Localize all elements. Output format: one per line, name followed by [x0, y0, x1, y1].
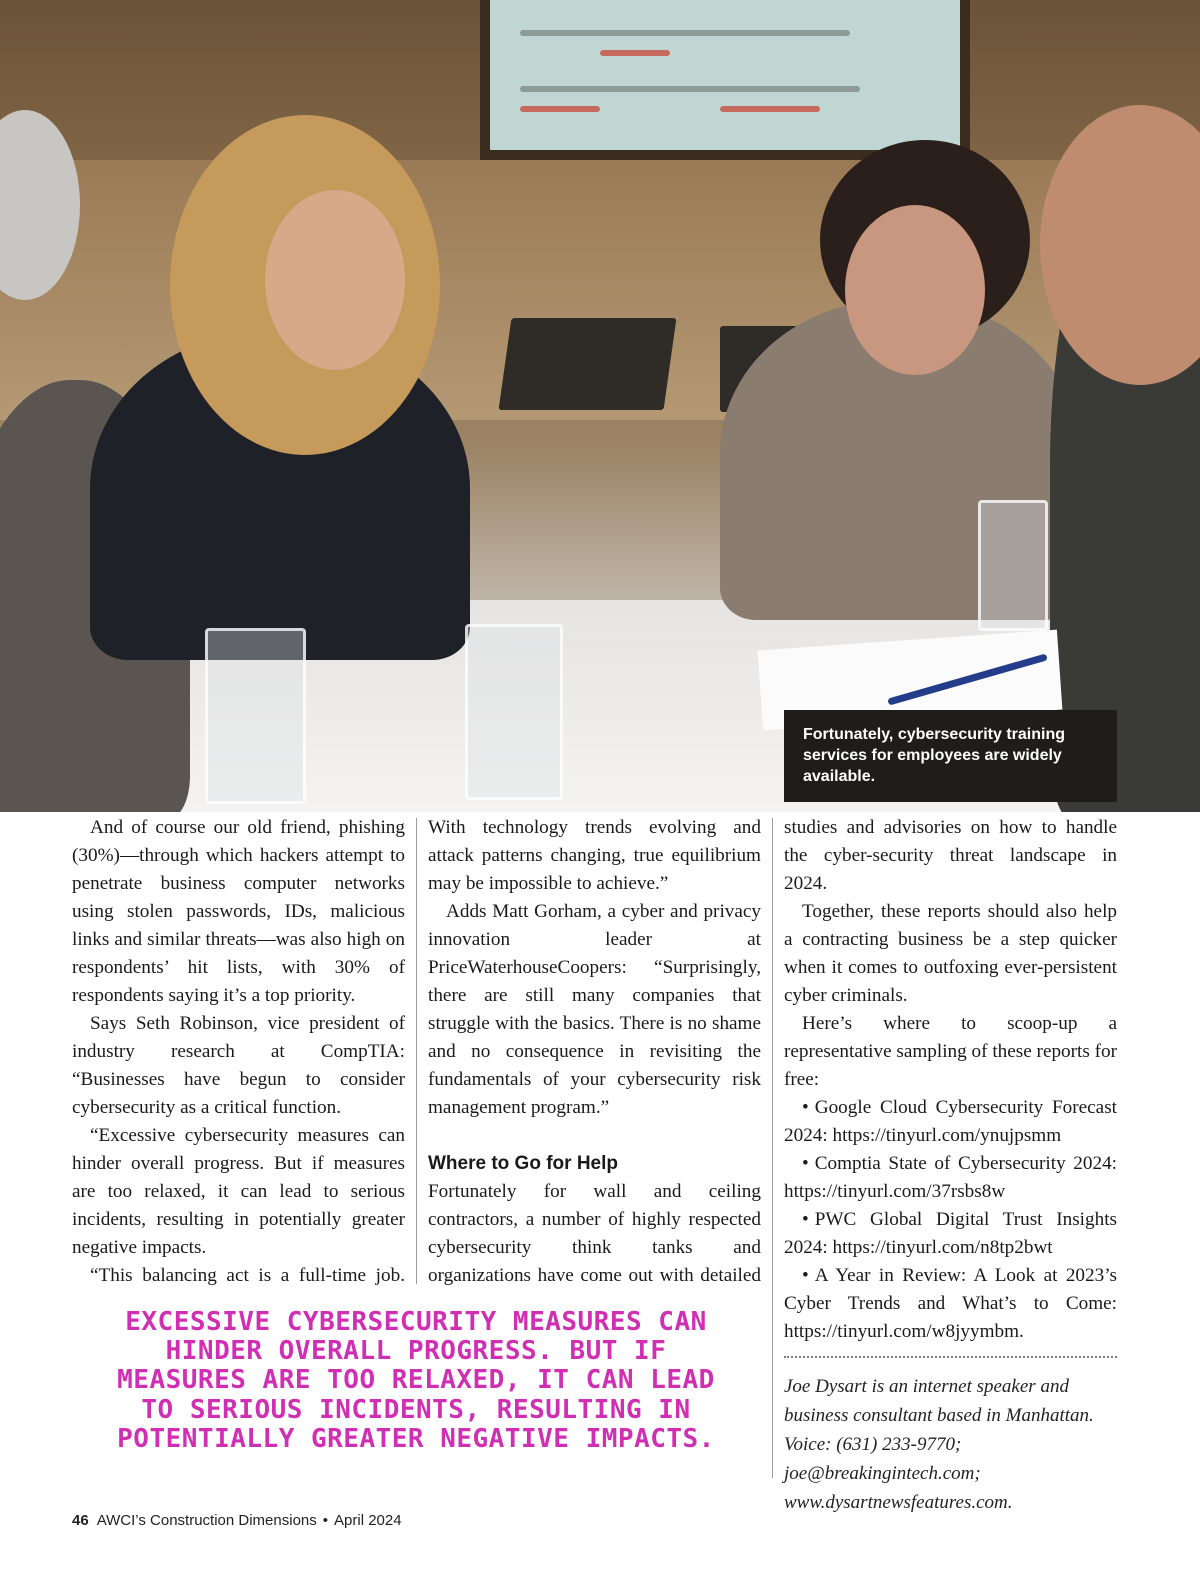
paragraph: studies and advisories on how to handle the cyber-security threat landscape in 2024.: [784, 817, 1117, 894]
column-3: [784, 814, 1117, 1346]
pull-quote: EXCESSIVE CYBERSECURITY MEASURES CAN HINDER OVERALL PROGRESS. BUT IF MEASURES ARE TOO RELAXED, IT CAN LEAD TO SERIOUS INCIDENTS, RESULTING IN POTENTIALLY GREATER NEGATIVE IMPACTS.: [117, 1307, 715, 1454]
report-list: [784, 1094, 1117, 1346]
paragraph: Here’s where to scoop-up a representative sampling of these reports for free:: [784, 1013, 1117, 1090]
column-divider: [416, 818, 417, 1284]
report-list-text: PWC Global Digital Trust Insights 2024: https://tinyurl.com/n8tp2bwt: [784, 1209, 1117, 1258]
page-number: 46: [72, 1512, 89, 1529]
photo-woman-right-face: [845, 205, 985, 375]
paragraph: With technology trends evolving and attack patterns changing, true equilibrium may be impossible to achieve.”: [428, 817, 761, 894]
column-divider: [772, 818, 773, 1478]
report-list-text: Comptia State of Cybersecurity 2024: https://tinyurl.com/37rsbs8w: [784, 1153, 1117, 1202]
bullet-icon: •: [802, 1097, 809, 1118]
bullet-icon: •: [802, 1209, 809, 1230]
report-list-item: [784, 1150, 1117, 1206]
paragraph: Adds Matt Gorham, a cyber and privacy innovation leader at PriceWaterhouseCoopers: “Surprisingly, there are still many companies that struggle with the basics. There is no shame and no consequence in revisiting the fundamentals of your cybersecurity risk management program.”: [428, 901, 761, 1118]
report-list-item: [784, 1094, 1117, 1150]
paragraph: Says Seth Robinson, vice president of industry research at CompTIA: “Businesses have begun to consider cybersecurity as a critical function.: [72, 1013, 405, 1118]
report-list-item: [784, 1262, 1117, 1346]
issue-date: April 2024: [334, 1512, 402, 1529]
author-bio: Joe Dysart is an internet speaker and business consultant based in Manhattan. Voice: (631) 233-9770; joe@breakingintech.com; www.dysartnewsfeatures.com.: [784, 1376, 1094, 1513]
page-footer: [72, 1512, 402, 1529]
paragraph: Together, these reports should also help a contracting business be a step quicker when it comes to outfoxing ever-persistent cyber criminals.: [784, 901, 1117, 1006]
column-1: [72, 814, 405, 1290]
photo-laptop: [499, 318, 677, 410]
photo-projection-screen: [480, 0, 970, 160]
column-2: [428, 814, 761, 1290]
bullet-icon: •: [802, 1265, 809, 1286]
report-list-text: A Year in Review: A Look at 2023’s Cyber Trends and What’s to Come: https://tinyurl.com/w8jyymbm.: [784, 1265, 1117, 1342]
photo-water-glass: [465, 624, 563, 800]
paragraph: And of course our old friend, phishing (30%)—through which hackers attempt to penetrate business computer networks using stolen passwords, IDs, malicious links and similar threats—was also high on respondents’ hit lists, with 30% of respondents saying it’s a top priority.: [72, 817, 405, 1006]
paragraph: “Excessive cybersecurity measures can hinder overall progress. But if measures are too relaxed, it can lead to serious incidents, resulting in potentially greater negative impacts.: [72, 1125, 405, 1258]
report-list-item: [784, 1206, 1117, 1262]
bullet-icon: •: [802, 1153, 809, 1174]
report-list-text: Google Cloud Cybersecurity Forecast 2024: https://tinyurl.com/ynujpsmm: [784, 1097, 1117, 1146]
dotted-separator: [784, 1356, 1117, 1358]
photo-water-glass: [205, 628, 306, 804]
photo-water-glass: [978, 500, 1048, 631]
photo-woman-center-face: [265, 190, 405, 370]
section-heading: Where to Go for Help: [428, 1153, 618, 1174]
publication-name: AWCI’s Construction Dimensions: [96, 1512, 317, 1529]
paragraph: Fortunately for wall and ceiling contractors, a number of highly respected cybersecurity think tanks and organizations have come out with detailed: [428, 1181, 761, 1286]
paragraph: “This balancing act is a full-time job.: [90, 1265, 405, 1286]
footer-separator: •: [322, 1512, 329, 1529]
photo-caption: Fortunately, cybersecurity training services for employees are widely available.: [784, 710, 1117, 802]
